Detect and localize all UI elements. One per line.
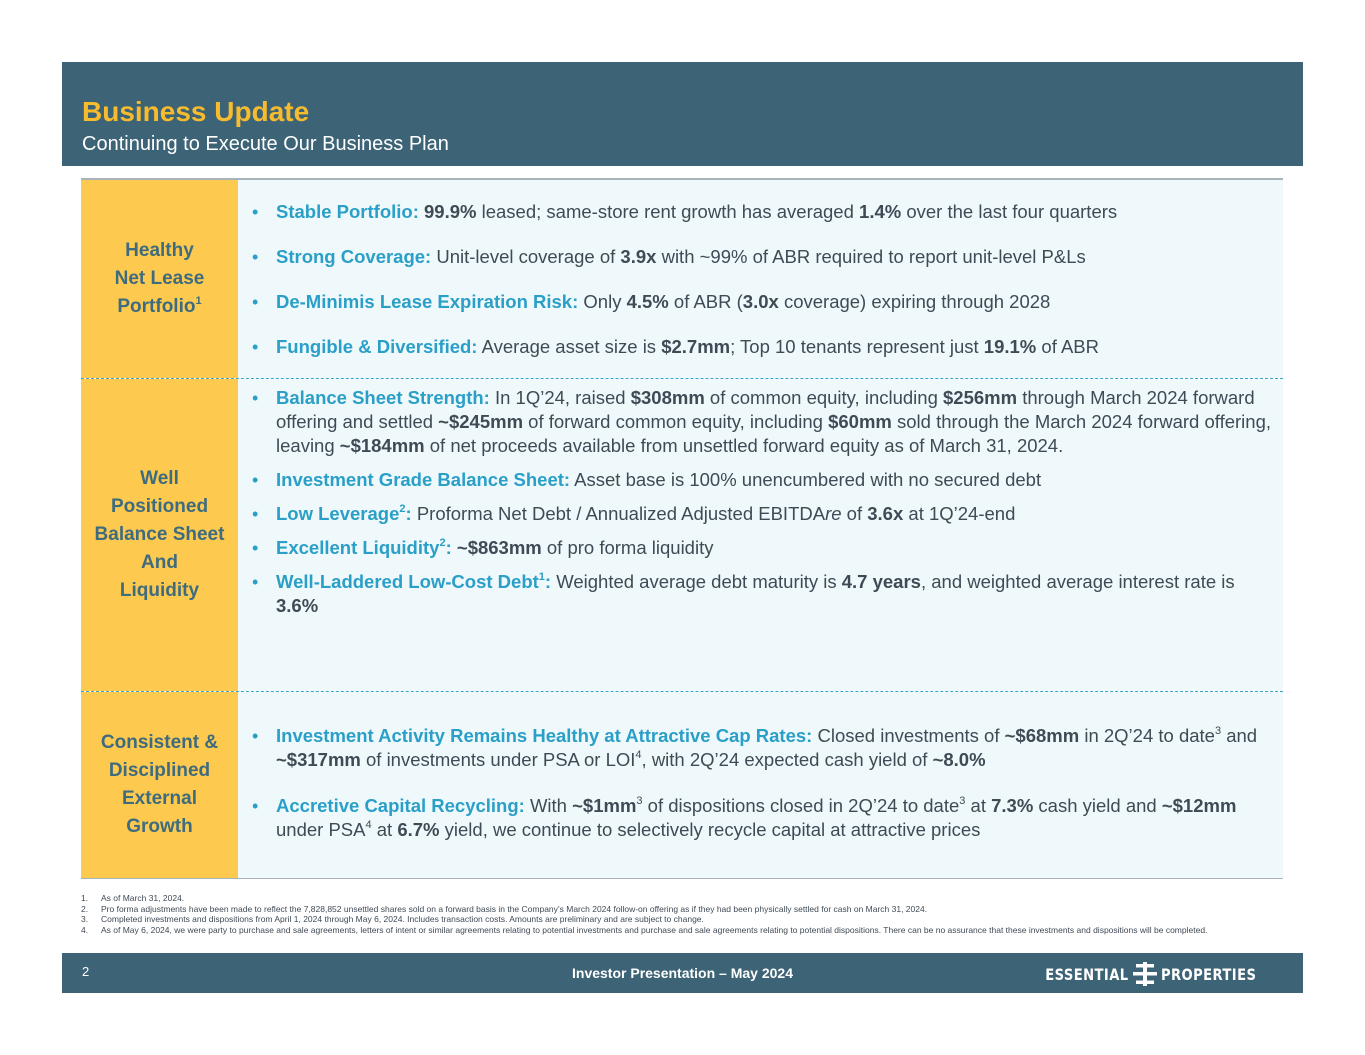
logo-text-left: ESSENTIAL [1045, 964, 1129, 984]
page-subtitle: Continuing to Execute Our Business Plan [82, 133, 449, 155]
header-bar [62, 62, 1303, 166]
bullet-heading: Balance Sheet Strength: [276, 387, 490, 408]
bullet-text: , with 2Q’24 expected cash yield of [641, 749, 933, 770]
footnote-text: Pro forma adjustments have been made to reflect the 7,828,852 unsettled shares sold on a forward basis in the Company’s March 2024 follow-on offering as if they had been physically settled for cash on March 31, 2024. [101, 903, 928, 914]
bullet-list [252, 724, 1272, 842]
bullet-text: of ABR ( [668, 291, 743, 312]
logo-text-right: PROPERTIES [1160, 964, 1257, 984]
section-label [81, 379, 238, 691]
bullet-text: leased; same-store rent growth has averaged [476, 201, 860, 222]
bullet-heading: Accretive Capital Recycling: [276, 795, 525, 816]
bullet-item [252, 290, 1272, 314]
bullet-text: at [371, 819, 398, 840]
section-label [81, 692, 238, 878]
bullet-heading: Investment Grade Balance Sheet: [276, 469, 571, 490]
bullet-text: Unit-level coverage of [431, 246, 621, 267]
bullet-item [252, 570, 1272, 618]
footnote [81, 925, 1281, 936]
bullet-text: In 1Q’24, raised [489, 387, 631, 408]
bullet-text: of common equity, including [704, 387, 944, 408]
bullet-item [252, 386, 1272, 458]
bullet-figure: ~$1mm [572, 795, 637, 816]
section-label-line: Disciplined [108, 760, 211, 781]
section-content [238, 180, 1283, 378]
bullet-heading: Well-Laddered Low-Cost Debt [276, 571, 539, 592]
footnote [81, 893, 1281, 904]
bullet-heading: Investment Activity Remains Healthy at Attractive Cap Rates: [276, 725, 813, 746]
section-label-line: Liquidity [119, 580, 200, 601]
bullet-item [252, 502, 1272, 526]
bullet-text: and [1221, 725, 1258, 746]
footnote-ref: 1 [538, 570, 545, 583]
bullet-heading: Excellent Liquidity [276, 537, 440, 558]
bullet-text: of ABR [1036, 336, 1099, 357]
bullet-text: , and weighted average interest rate is [920, 571, 1235, 592]
bullet-figure: 3.6x [867, 503, 904, 524]
footnote-text: As of May 6, 2024, we were party to purchase and sale agreements, letters of intent or similar agreements relating to potential investments and purchase and sale agreements relating to potential dispositions. There can be no assurance that these investments and dispositions will be completed. [101, 924, 1208, 935]
bullet-figure: $60mm [828, 411, 892, 432]
bullet-heading: Strong Coverage: [276, 246, 432, 267]
bullet-figure: 3.0x [742, 291, 779, 312]
section-label-line: Positioned [110, 496, 209, 517]
bullet-item [252, 245, 1272, 269]
bullet-item [252, 794, 1272, 842]
bullet-text: Average asset size is [477, 336, 662, 357]
footnote-ref: 3 [959, 794, 966, 807]
bullet-heading: : [544, 571, 552, 592]
bullet-figure: ~8.0% [932, 749, 986, 770]
business-update-table [81, 178, 1283, 879]
footnote [81, 904, 1281, 915]
bullet-text: in 2Q’24 to date [1079, 725, 1215, 746]
section-label-line: Net Lease [114, 268, 205, 289]
section-label [81, 180, 238, 378]
bullet-text: coverage) expiring through 2028 [778, 291, 1051, 312]
bullet-figure: ~$12mm [1161, 795, 1237, 816]
bullet-text: of [841, 503, 868, 524]
bullet-figure: $2.7mm [661, 336, 731, 357]
bullet-text: Only [578, 291, 627, 312]
bullet-text: under PSA [276, 819, 366, 840]
logo-mark-icon [1133, 962, 1157, 986]
bullet-text: of dispositions closed in 2Q’24 to date [642, 795, 960, 816]
section-label-line: External [122, 788, 197, 809]
bullet-figure: 4.5% [626, 291, 669, 312]
bullet-figure: ~$245mm [438, 411, 524, 432]
footnote-ref: 2 [399, 502, 406, 515]
footer-bar [62, 953, 1303, 993]
footnote-number: 2. [81, 903, 89, 914]
section-content [238, 379, 1283, 691]
bullet-text: cash yield and [1033, 795, 1162, 816]
bullet-figure: 1.4% [859, 201, 902, 222]
section-label-line: Consistent & [100, 732, 219, 753]
section-label-line: Growth [126, 816, 193, 837]
section-label-line: Well [140, 468, 179, 489]
section-row [81, 691, 1283, 878]
bullet-text: at 1Q’24-end [903, 503, 1016, 524]
section-label-line: Healthy [125, 240, 194, 261]
footnote-number: 3. [81, 914, 89, 924]
bullet-text: Proforma Net Debt / Annualized Adjusted EBITDA [411, 503, 826, 524]
bullet-text: yield, we continue to selectively recycle capital at attractive prices [439, 819, 981, 840]
bullet-italic: re [825, 503, 842, 524]
footnote-number: 1. [81, 893, 89, 903]
bullet-text: ; Top 10 tenants represent just [730, 336, 984, 357]
footnote-ref: 3 [1214, 724, 1222, 737]
bullet-item [252, 200, 1272, 224]
bullet-text: over the last four quarters [901, 201, 1118, 222]
section-row [81, 378, 1283, 691]
bullet-text: at [965, 795, 992, 816]
bullet-heading: Low Leverage [276, 503, 400, 524]
bullet-figure: $308mm [630, 387, 705, 408]
bullet-item [252, 724, 1272, 772]
bullet-text: of investments under PSA or LOI [360, 749, 636, 770]
footnote-text: As of March 31, 2024. [101, 893, 185, 903]
bullet-figure: 3.6% [276, 595, 319, 616]
bullet-text: through March 2024 forward offering and settled [276, 387, 1255, 432]
bullet-text: of forward common equity, including [523, 411, 829, 432]
bullet-figure: ~$317mm [276, 749, 361, 770]
section-content [238, 692, 1283, 878]
bullet-text: Closed investments of [812, 725, 1005, 746]
bullet-list [252, 200, 1272, 359]
bullet-figure: 3.9x [620, 246, 657, 267]
section-row [81, 180, 1283, 378]
footnote-ref: 4 [635, 748, 642, 761]
bullet-figure: 19.1% [983, 336, 1037, 357]
section-label-line: Balance Sheet [94, 524, 225, 545]
footnote-number: 4. [81, 924, 89, 935]
bullet-figure: 7.3% [991, 795, 1034, 816]
bullet-text: With [524, 795, 573, 816]
bullet-text: of net proceeds available from unsettled forward equity as of March 31, 2024. [424, 435, 1064, 456]
bullet-heading: De-Minimis Lease Expiration Risk: [276, 291, 579, 312]
slide [62, 62, 1303, 993]
bullet-item [252, 335, 1272, 359]
page-number: 2 [82, 964, 90, 979]
section-label-line: Portfolio$^1$ [117, 294, 202, 317]
bullet-figure: $256mm [943, 387, 1018, 408]
bullet-figure: 6.7% [397, 819, 440, 840]
bullet-text: Asset base is 100% unencumbered with no secured debt [570, 469, 1042, 490]
bullet-text: with ~99% of ABR required to report unit-level P&Ls [656, 246, 1086, 267]
bullet-figure: ~$863mm [456, 537, 542, 558]
bullet-figure: ~$68mm [1004, 725, 1080, 746]
bullet-heading: : [445, 537, 452, 558]
bullet-figure: 4.7 years [841, 571, 921, 592]
bullet-heading: : [405, 503, 412, 524]
footnote-ref: 4 [365, 818, 372, 831]
footnote [81, 914, 1281, 925]
bullet-heading: Fungible & Diversified: [276, 336, 478, 357]
bullet-list [252, 386, 1272, 618]
bullet-item [252, 468, 1272, 492]
company-logo [1027, 962, 1277, 986]
page-title: Business Update [82, 96, 310, 127]
footer-title: Investor Presentation – May 2024 [572, 965, 793, 981]
bullet-text: sold through the March 2024 forward offering, leaving [276, 411, 1271, 456]
footnote-ref: 3 [636, 794, 643, 807]
bullet-heading: Stable Portfolio: [276, 201, 419, 222]
bullet-text: of pro forma liquidity [541, 537, 714, 558]
bullet-figure: 99.9% [424, 201, 477, 222]
bullet-figure: ~$184mm [339, 435, 425, 456]
footnotes [81, 893, 1281, 935]
bullet-text: Weighted average debt maturity is [551, 571, 842, 592]
section-label-line: And [141, 552, 178, 573]
bullet-item [252, 536, 1272, 560]
footnote-ref: 1 [195, 294, 202, 307]
footnote-ref: 2 [439, 536, 446, 549]
footnote-text: Completed investments and dispositions from April 1, 2024 through May 6, 2024. Includes transaction costs. Amounts are preliminary and are subject to change. [101, 914, 704, 924]
